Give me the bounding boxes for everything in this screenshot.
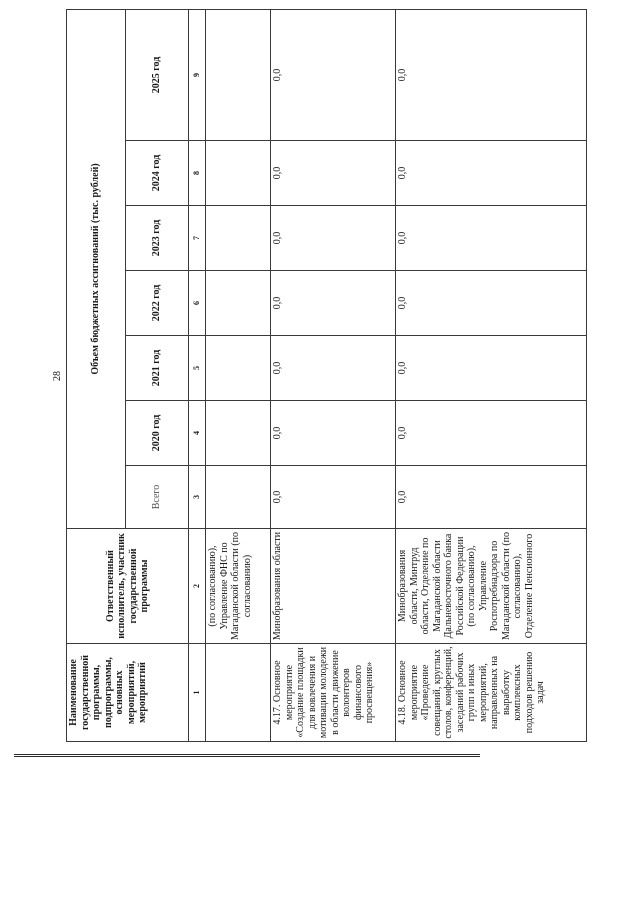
- row-value: 0,0: [396, 141, 587, 206]
- row-value: [206, 466, 271, 529]
- row-value: 0,0: [271, 141, 396, 206]
- row-value: 0,0: [271, 271, 396, 336]
- table-row: [396, 10, 587, 742]
- table-row: [271, 10, 396, 742]
- row-value: [206, 336, 271, 401]
- row-value: 0,0: [396, 466, 587, 529]
- rotated-table-sheet: [52, 10, 606, 742]
- column-number-row: [189, 10, 206, 742]
- row-value: 0,0: [396, 206, 587, 271]
- row-value: 0,0: [396, 271, 587, 336]
- header-year: 2021 год: [126, 336, 189, 401]
- row-value: [206, 401, 271, 466]
- row-name: [206, 644, 271, 742]
- column-number: 8: [189, 141, 206, 206]
- row-value: 0,0: [271, 336, 396, 401]
- column-number: 1: [189, 644, 206, 742]
- header-year: 2022 год: [126, 271, 189, 336]
- header-row: [67, 10, 126, 742]
- row-value: [206, 141, 271, 206]
- header-year: 2023 год: [126, 206, 189, 271]
- row-name: 4.17. Основное мероприятие «Создание площадки для вовлечения и мотивации молодежи в области движение волонтеров финансового просвещения»: [271, 644, 396, 742]
- row-value: 0,0: [271, 401, 396, 466]
- column-number: 3: [189, 466, 206, 529]
- row-value: 0,0: [271, 10, 396, 141]
- row-executor: Минобразования области, Минтруд области, Отделение по Магаданской области Дальневосточного банка Российской Федерации (по согласованию), Управление Роспотребнадзора по Магаданской области (по согласованию), Отделение Пенсионного: [396, 529, 587, 644]
- column-number: 2: [189, 529, 206, 644]
- row-name: 4.18. Основное мероприятие «Проведение совещаний, круглых столов, конференций, заседаний рабочих групп и иных мероприятий, направленных на выработку комплексных подходов решению задач: [396, 644, 587, 742]
- row-value: 0,0: [271, 466, 396, 529]
- header-total: Всего: [126, 466, 189, 529]
- column-number: 4: [189, 401, 206, 466]
- column-number: 9: [189, 10, 206, 141]
- row-value: [206, 10, 271, 141]
- budget-table: [66, 9, 587, 742]
- row-value: [206, 206, 271, 271]
- header-year: 2024 год: [126, 141, 189, 206]
- row-value: 0,0: [271, 206, 396, 271]
- header-year: 2025 год: [126, 10, 189, 141]
- separator-line: [14, 756, 480, 757]
- page-number: 28: [52, 371, 63, 381]
- separator-line: [14, 754, 480, 755]
- header-name: Наименование государственной программы, подпрограммы, основных мероприятий, мероприятий: [67, 644, 189, 742]
- column-number: 6: [189, 271, 206, 336]
- header-executor: Ответственный исполнитель, участник государственной программы: [67, 529, 189, 644]
- row-executor: (по согласованию), Управление ФНС по Магаданской области (по согласованию): [206, 529, 271, 644]
- row-value: [206, 271, 271, 336]
- header-year: 2020 год: [126, 401, 189, 466]
- row-executor: Минобразования области: [271, 529, 396, 644]
- header-budget: Объем бюджетных ассигнований (тыс. рублей): [67, 10, 126, 529]
- row-value: 0,0: [396, 401, 587, 466]
- table-row: [206, 10, 271, 742]
- column-number: 5: [189, 336, 206, 401]
- row-value: 0,0: [396, 336, 587, 401]
- row-value: 0,0: [396, 10, 587, 141]
- column-number: 7: [189, 206, 206, 271]
